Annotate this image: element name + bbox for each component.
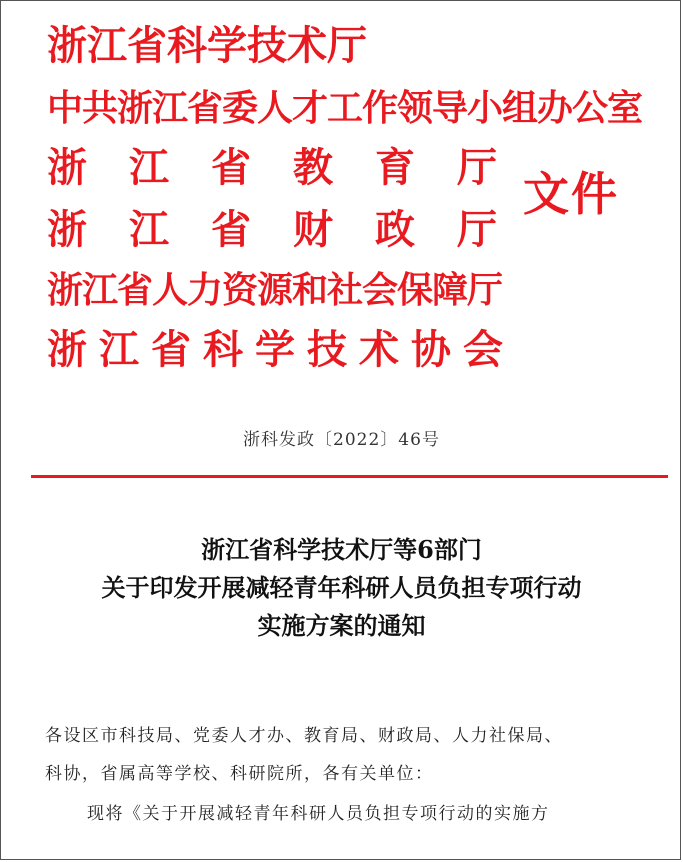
document-suffix: 文件 <box>523 167 619 221</box>
issuer-2 <box>47 85 642 131</box>
issuer-3-text: 浙江省教育厅 <box>47 144 539 191</box>
title-line-3: 实施方案的通知 <box>257 611 426 640</box>
issuer-5 <box>47 267 502 313</box>
title-line-2: 关于印发开展减轻青年科研人员负担专项行动 <box>101 573 582 602</box>
title-line-1: 浙江省科学技术厅等6部门 <box>201 535 482 564</box>
issuer-4-text: 浙江省财政厅 <box>47 206 539 253</box>
issuer-6 <box>47 327 515 373</box>
document-title <box>1 531 682 645</box>
issuer-1-text: 浙江省科学技术厅 <box>47 22 367 69</box>
document-number: 浙科发政〔2022〕46号 <box>243 430 440 450</box>
body-paragraph: 现将《关于开展减轻青年科研人员负担专项行动的实施方 <box>87 804 550 824</box>
red-divider <box>31 475 668 478</box>
issuer-6-text: 浙江省科学技术协会 <box>47 326 515 373</box>
salutation-line-2: 科协，省属高等学校、科研院所，各有关单位： <box>45 764 434 784</box>
issuer-2-text: 中共浙江省委人才工作领导小组办公室 <box>47 87 643 129</box>
issuer-4 <box>47 207 539 253</box>
issuer-1 <box>47 23 507 69</box>
issuer-5-text: 浙江省人力资源和社会保障厅 <box>47 269 503 311</box>
issuer-3 <box>47 145 539 191</box>
salutation-line-1: 各设区市科技局、党委人才办、教育局、财政局、人力社保局、 <box>45 726 563 746</box>
